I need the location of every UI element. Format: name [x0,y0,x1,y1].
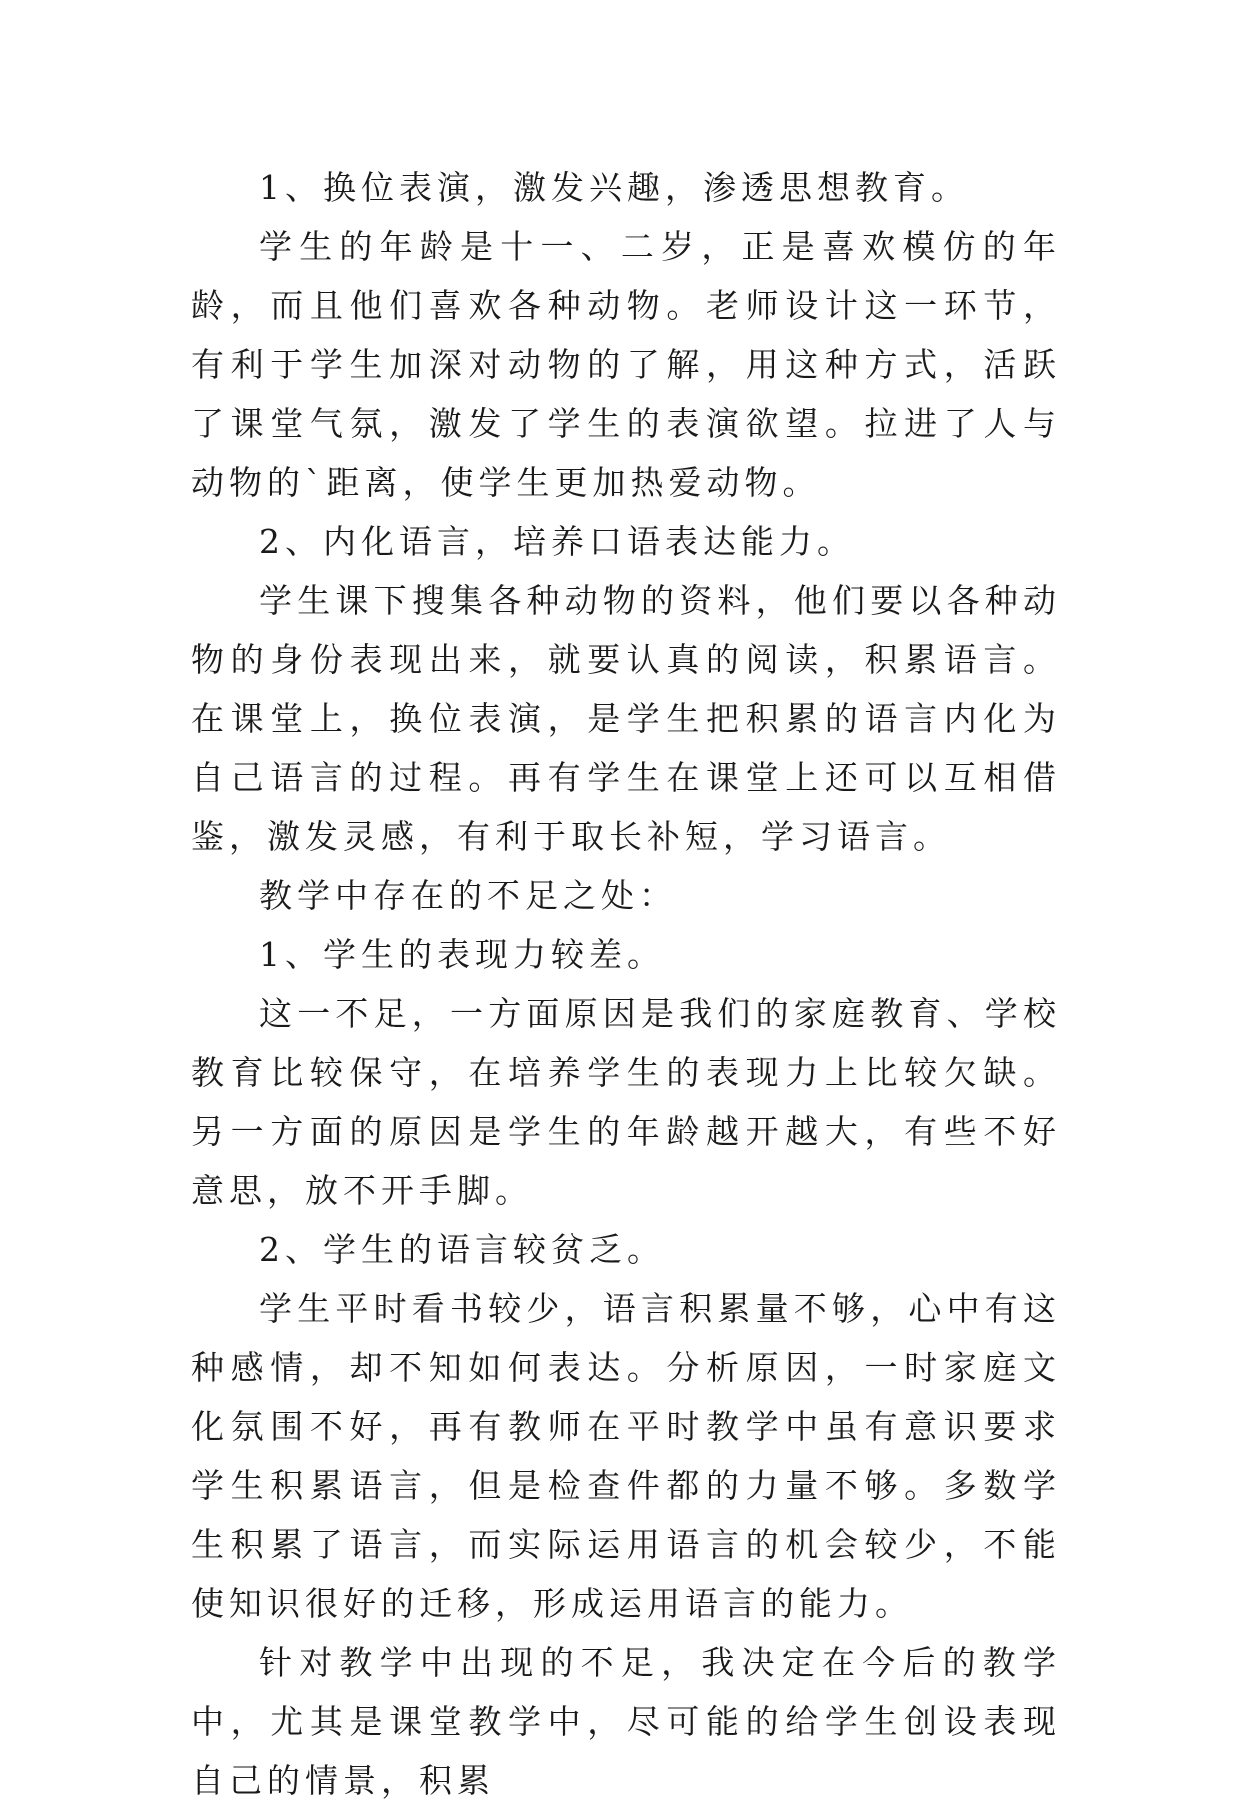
paragraph: 这一不足，一方面原因是我们的家庭教育、学校教育比较保守，在培养学生的表现力上比较欠缺。另一方面的原因是学生的年龄越开越大，有些不好意思，放不开手脚。 [191,994,1061,1210]
document-body [191,158,1061,1810]
paragraph-heading-2: 2、内化语言，培养口语表达能力。 [259,522,855,561]
paragraph: 针对教学中出现的不足，我决定在今后的教学中，尤其是课堂教学中，尽可能的给学生创设表现自己的情景，积累 [191,1643,1061,1800]
paragraph: 学生平时看书较少，语言积累量不够，心中有这种感情，却不知如何表达。分析原因，一时家庭文化氛围不好，再有教师在平时教学中虽有意识要求学生积累语言，但是检查件都的力量不够。多数学生积累了语言，而实际运用语言的机会较少，不能使知识很好的迁移，形成运用语言的能力。 [191,1289,1061,1623]
paragraph: 学生课下搜集各种动物的资料，他们要以各种动物的身份表现出来，就要认真的阅读，积累语言。在课堂上，换位表演，是学生把积累的语言内化为自己语言的过程。再有学生在课堂上还可以互相借鉴，激发灵感，有利于取长补短，学习语言。 [191,581,1061,856]
paragraph-heading-1: 1、换位表演，激发兴趣，渗透思想教育。 [259,168,969,207]
paragraph-heading-4: 2、学生的语言较贫乏。 [259,1230,665,1269]
paragraph: 学生的年龄是十一、二岁，正是喜欢模仿的年龄，而且他们喜欢各种动物。老师设计这一环节，有利于学生加深对动物的了解，用这种方式，活跃了课堂气氛，激发了学生的表演欲望。拉进了人与动物的`距离，使学生更加热爱动物。 [191,227,1061,502]
section-heading-shortcomings: 教学中存在的不足之处： [259,876,677,915]
paragraph-heading-3: 1、学生的表现力较差。 [259,935,665,974]
